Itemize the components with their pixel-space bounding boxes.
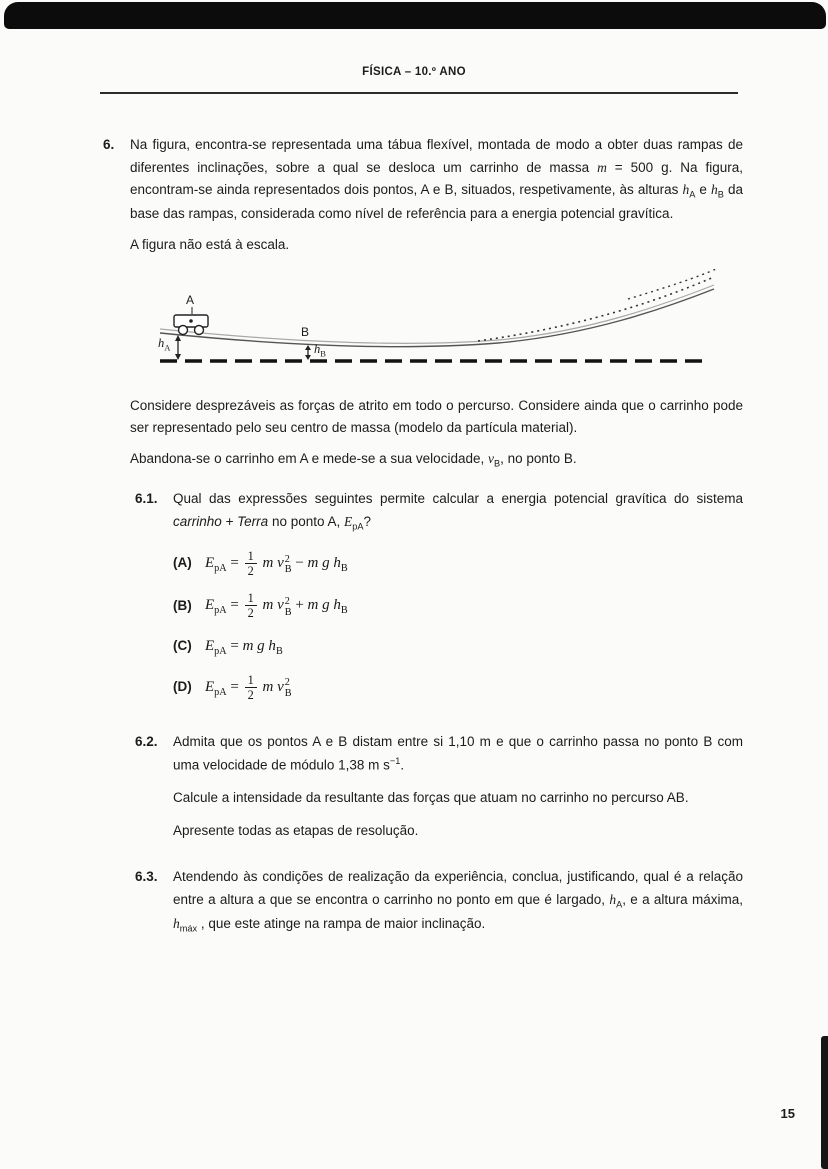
question-6-intro: Na figura, encontra-se representada uma tábua flexível, montada de modo a obter duas rampas de diferentes inclinações, sobre a qual se desloca um carrinho de massa m = 500 g. Na figura, encontram-se ainda representados dois pontos, A e B, situados, respetivamente, às alturas $h_A$ e $h_B$ da base das rampas, considerada como nível de referência para a energia potencial gravítica. <box>130 137 743 222</box>
board-upper-edge <box>160 285 714 343</box>
page-content <box>103 134 743 945</box>
height-ha-arrow <box>175 335 181 360</box>
options-list <box>173 549 743 702</box>
option-d <box>173 673 743 702</box>
header-rule <box>100 92 738 94</box>
question-6-1-number: 6.1. <box>135 491 158 507</box>
scan-artifact-right-edge <box>821 1036 828 1169</box>
ramp-figure-svg <box>158 269 718 381</box>
question-6-3-body <box>173 866 743 945</box>
ramp-figure <box>158 269 718 381</box>
option-d-label: (D) <box>173 679 192 695</box>
height-hb-label: $h_B$ <box>314 341 326 359</box>
question-6-2-calc: Calcule a intensidade da resultante das forças que atuam no carrinho no percurso AB. <box>173 789 689 805</box>
point-b-label: B <box>301 324 310 339</box>
height-hb-arrow <box>305 345 311 360</box>
scale-note: A figura não está à escala. <box>130 237 290 253</box>
board-dotted-extension-upper <box>628 269 716 299</box>
question-6-body <box>130 134 743 945</box>
scan-artifact-top <box>4 2 826 29</box>
option-a <box>173 549 743 578</box>
friction-note: Considere desprezáveis as forças de atrito em todo o percurso. Considere ainda que o carrinho pode ser representado pelo seu centro de massa (modelo da partícula material). <box>130 397 743 436</box>
option-b-formula: $E_{pA}$ = $\frac{1}{2}$ m v 2 B + m g $h_B$ <box>205 591 348 621</box>
question-6-3 <box>135 866 743 945</box>
question-6-2-number: 6.2. <box>135 734 158 750</box>
question-6-2 <box>135 731 743 850</box>
option-d-formula: $E_{pA}$ = $\frac{1}{2}$ m v 2 B <box>205 672 292 702</box>
option-b <box>173 591 743 620</box>
option-c-formula: $E_{pA} = m$ g $h_B$ <box>205 637 283 657</box>
page-number: 15 <box>780 1106 795 1121</box>
board-dotted-extension <box>478 277 714 341</box>
option-c <box>173 634 743 660</box>
question-6-2-steps: Apresente todas as etapas de resolução. <box>173 822 419 838</box>
question-6-3-number: 6.3. <box>135 869 158 885</box>
question-6-1-body <box>173 488 743 715</box>
question-6-number: 6. <box>103 137 115 152</box>
option-a-formula: $E_{pA}$ = $\frac{1}{2}$ m v 2 B − m g $h_B$ <box>205 549 348 579</box>
question-6-1-text: Qual das expressões seguintes permite calcular a energia potencial gravítica do sistema carrinho + Terra no ponto A, $E_{pA}$? <box>173 491 743 532</box>
board-curve <box>160 289 714 347</box>
question-6-2-body <box>173 731 743 850</box>
height-ha-label: $h_A$ <box>158 335 171 353</box>
question-6-1 <box>135 488 743 715</box>
question-6-3-text: Atendendo às condições de realização da experiência, conclua, justificando, qual é a relação entre a altura a que se encontra o carrinho no ponto em que é largado, $h_A$, e a altura máxima, $h_{máx}$ , que este atinge na rampa de maior inclinação. <box>173 869 744 934</box>
option-b-label: (B) <box>173 597 192 613</box>
question-6 <box>103 134 743 945</box>
release-note: Abandona-se o carrinho em A e mede-se a sua velocidade, $v_B$, no ponto B. <box>130 451 577 469</box>
question-6-2-text: Admita que os pontos A e B distam entre si 1,10 m e que o carrinho passa no ponto B com uma velocidade de módulo 1,38 m $s^{-1}$. <box>173 734 743 773</box>
point-a-label: A <box>186 292 195 307</box>
option-a-label: (A) <box>173 555 192 571</box>
option-c-label: (C) <box>173 638 192 654</box>
page-header: FÍSICA – 10.º ANO <box>362 66 466 78</box>
